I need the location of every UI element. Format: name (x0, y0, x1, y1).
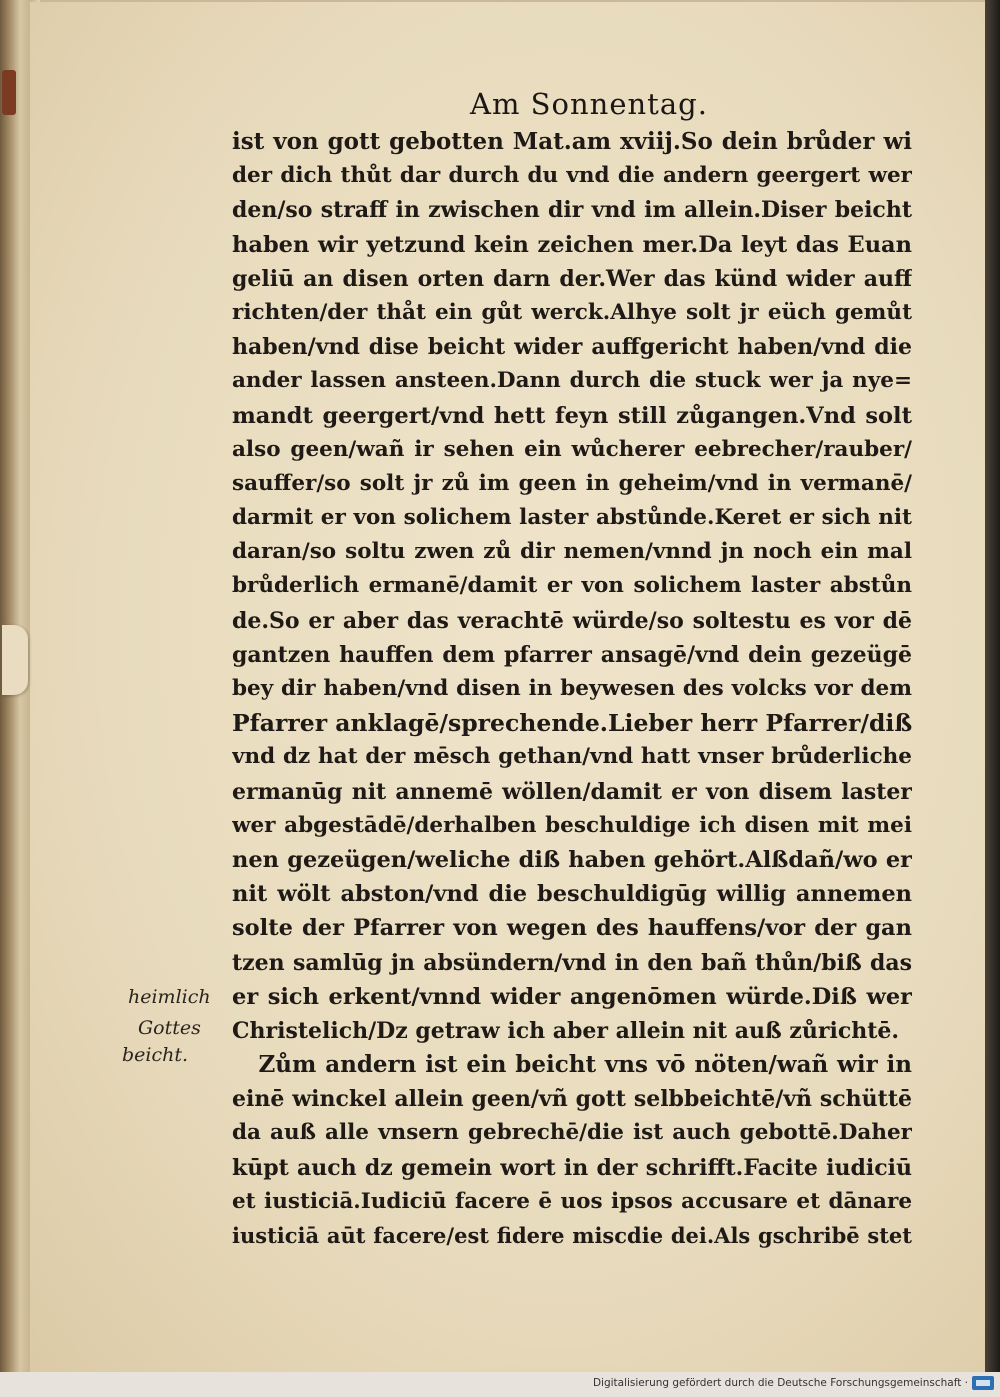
text-line: ist von gott gebotten Mat.am xviij.So dein brůder wi (232, 128, 912, 155)
text-line: er sich erkent/vnnd wider angenōmen würde.Diß wer (232, 983, 912, 1010)
text-line: haben/vnd dise beicht wider auffgericht haben/vnd die (232, 334, 912, 361)
text-line: einē winckel allein geen/vñ gott selbbeichtē/vñ schüttē (232, 1086, 912, 1113)
text-line: haben wir yetzund kein zeichen mer.Da leyt das Euan (232, 231, 912, 258)
page-right-shadow (985, 0, 1000, 1375)
text-line: der dich thůt dar durch du vnd die andern geergert wer (232, 163, 912, 189)
text-line: bey dir haben/vnd disen in beywesen des volcks vor dem (232, 676, 912, 701)
page-tab-marker (2, 625, 28, 695)
text-line: et iusticiā.Iudiciū facere ē uos ipsos accusare et dānare (232, 1188, 912, 1214)
text-line: nit wölt abston/vnd die beschuldigūg willig annemen (232, 881, 912, 908)
dfg-logo-icon (972, 1376, 994, 1390)
text-line: brůderlich ermanē/damit er von solichem laster abstůn (232, 573, 912, 599)
text-line: kūpt auch dz gemein wort in der schrifft.Facite iudiciū (232, 1154, 912, 1181)
text-line: darmit er von solichem laster abstůnde.Keret er sich nit (232, 505, 912, 531)
text-line: wer abgestādē/derhalben beschuldige ich disen mit mei (232, 812, 912, 838)
text-line: also geen/wañ ir sehen ein wůcherer eebrecher/rauber/ (232, 436, 912, 462)
text-line: ander lassen ansteen.Dann durch die stuck wer ja nye= (232, 368, 912, 394)
text-line: sauffer/so solt jr zů im geen in geheim/vnd in vermanē/ (232, 470, 912, 496)
footer-credit: Digitalisierung gefördert durch die Deutsche Forschungsgemeinschaft · (592, 1377, 968, 1389)
margin-note: Gottes (138, 1017, 201, 1039)
text-line: iusticiā aūt facere/est fidere miscdie dei.Als gschribē stet (232, 1223, 912, 1248)
text-line: gantzen hauffen dem pfarrer ansagē/vnd dein gezeügē (232, 641, 912, 668)
body-text (232, 125, 912, 1253)
text-line: Christelich/Dz getraw ich aber allein nit auß zůrichtē. (232, 1017, 900, 1044)
text-line: mandt geergert/vnd hett feyn still zůgangen.Vnd solt (232, 402, 912, 429)
text-line: den/so straff in zwischen dir vnd im allein.Diser beicht (232, 197, 912, 224)
binding-stain (2, 70, 16, 115)
text-line: tzen samlūg jn absündern/vnd in den bañ thůn/biß das (232, 949, 912, 976)
text-line: richten/der thåt ein gůt werck.Alhye solt jr eüch gemůt (232, 299, 912, 325)
text-line: vnd dz hat der mēsch gethan/vnd hatt vnser brůderliche (232, 744, 912, 770)
text-line: de.So er aber das verachtē würde/so soltestu es vor dē (232, 607, 912, 634)
margin-note: heimlich (128, 986, 211, 1008)
text-line: geliū an disen orten darn der.Wer das künd wider auff (232, 265, 912, 292)
running-head: Am Sonnentag. (470, 87, 708, 121)
text-line: solte der Pfarrer von wegen des hauffens/vor der gan (232, 915, 912, 942)
text-line: da auß alle vnsern gebrechē/die ist auch gebottē.Daher (232, 1120, 912, 1146)
text-line: nen gezeügen/weliche diß haben gehört.Alßdañ/wo er (232, 846, 912, 873)
text-line: Zům andern ist ein beicht vns vō nöten/wañ wir in (232, 1051, 912, 1079)
margin-note: beicht. (122, 1044, 189, 1066)
text-line: ermanūg nit annemē wöllen/damit er von disem laster (232, 778, 912, 805)
text-line: Pfarrer anklagē/sprechende.Lieber herr Pfarrer/diß (232, 709, 912, 738)
text-line: daran/so soltu zwen zů dir nemen/vnnd jn noch ein mal (232, 539, 912, 565)
